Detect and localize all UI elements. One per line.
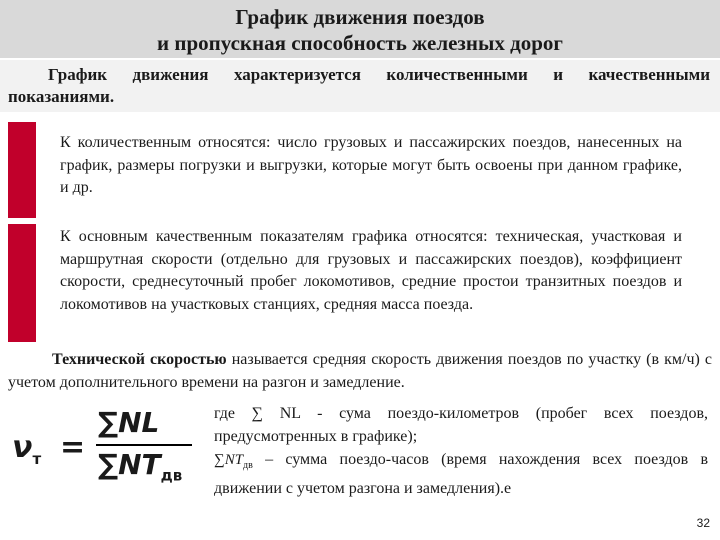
speed-formula bbox=[10, 402, 210, 492]
formula-denominator bbox=[98, 448, 182, 485]
formula-fraction-line bbox=[96, 444, 192, 446]
formula-nu: ν bbox=[12, 430, 33, 465]
technical-speed-term: Технической скоростью bbox=[52, 351, 227, 368]
subheading bbox=[0, 60, 720, 112]
formula-lhs-sub: т bbox=[32, 450, 42, 468]
formula-denominator-text: ∑NT bbox=[98, 448, 161, 481]
title-band bbox=[0, 0, 720, 58]
technical-speed-text: называется средняя скорость движения поездов по участку (в км/ч) с учетом дополнительного времени на разгон и замедление. bbox=[8, 351, 712, 391]
page-number: 32 bbox=[696, 516, 710, 530]
accent-bar-quantitative bbox=[8, 122, 36, 218]
nt-symbol-text: ∑NT bbox=[214, 452, 244, 468]
quantitative-paragraph: К количественным относятся: число грузовых и пассажирских поездов, нанесенных на график, размеры погрузки и выгрузки, которые могут быть освоены при данном графике, и др. bbox=[60, 134, 682, 196]
qualitative-paragraph: К основным качественным показателям графика относятся: техническая, участковая и маршрутная скорости (отдельно для грузовых и пассажирских поездов), коэффициент скорости, среднесуточный пробег локомотивов, средние простои транзитных поездов и локомотивов на участковых станциях, средняя масса поезда. bbox=[60, 228, 682, 313]
slide-title-line2: и пропускная способность железных дорог bbox=[157, 31, 563, 55]
accent-bar-qualitative bbox=[8, 224, 36, 342]
explanation-nl: где ∑ NL - сума поездо-километров (пробег всех поездов, предусмотренных в графике); bbox=[214, 405, 708, 445]
nt-symbol-sub: дв bbox=[243, 460, 253, 471]
slide-title-line1: График движения поездов bbox=[235, 5, 485, 29]
formula-equals: = bbox=[60, 430, 86, 465]
formula-explanation bbox=[214, 402, 708, 500]
explanation-nt: – сумма поездо-часов (время нахождения всех поездов в движении с учетом разгона и замедления).е bbox=[214, 451, 708, 497]
technical-speed-definition bbox=[8, 348, 712, 394]
formula-denominator-sub: дв bbox=[160, 466, 183, 485]
subheading-text: График движения характеризуется количественными и качественными показаниями. bbox=[8, 65, 710, 106]
formula-numerator: ∑NL bbox=[98, 406, 160, 439]
formula-lhs bbox=[12, 430, 41, 468]
explanation-nt-symbol bbox=[214, 452, 253, 471]
